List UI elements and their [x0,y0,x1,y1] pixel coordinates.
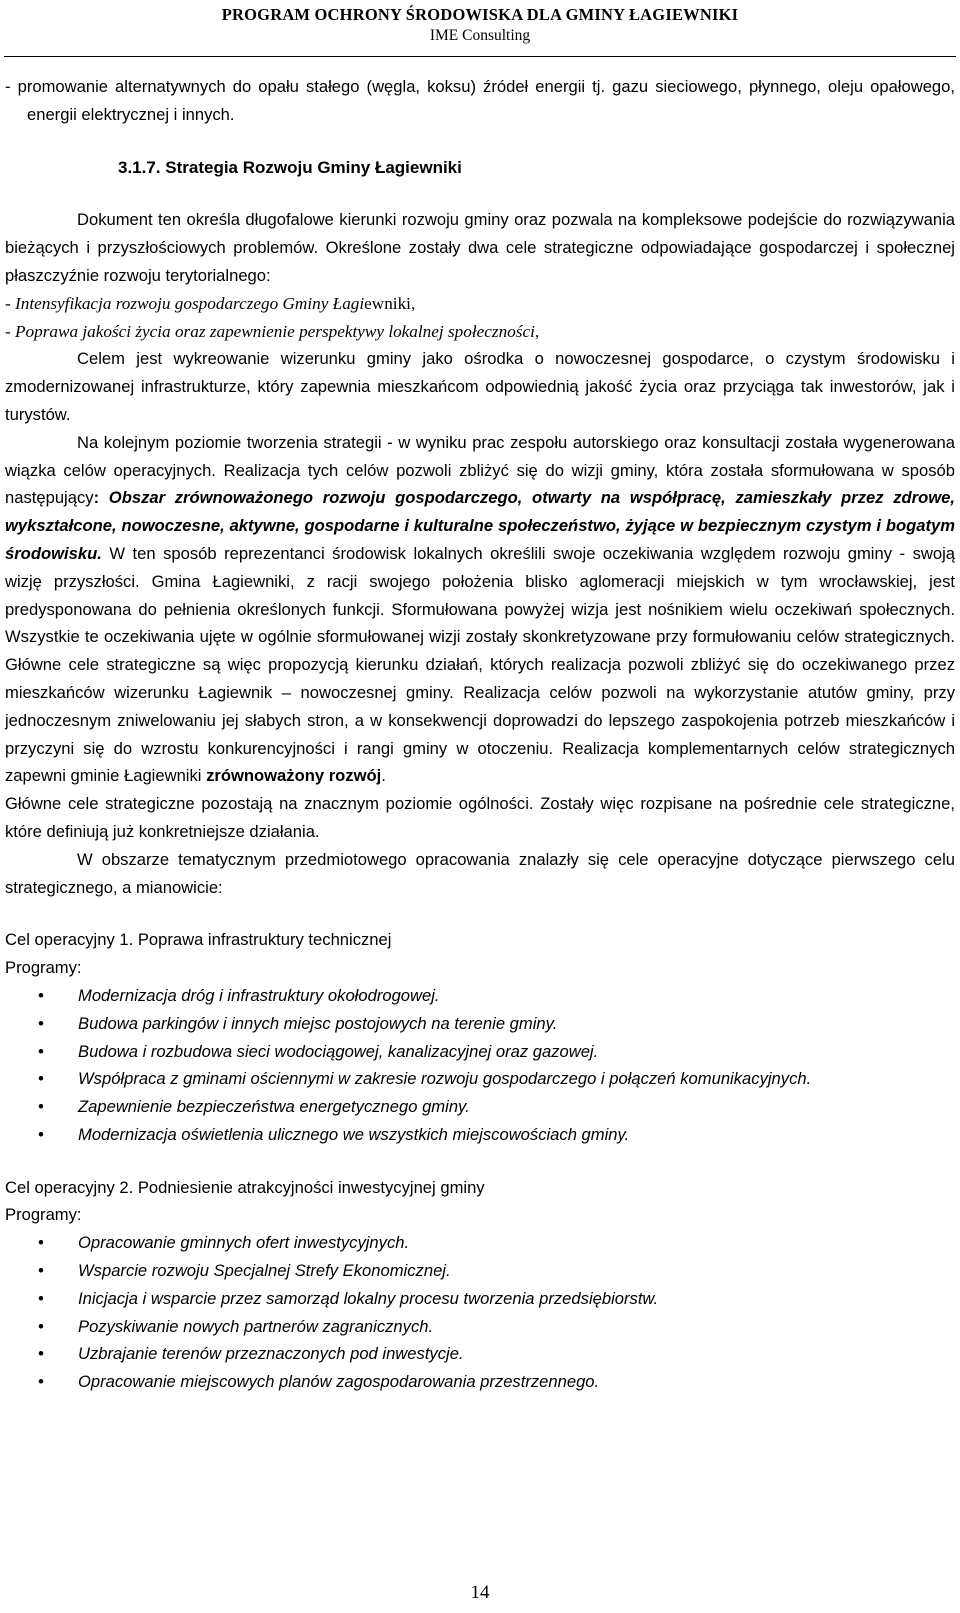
paragraph-4: Główne cele strategiczne pozostają na znacznym poziomie ogólności. Zostały więc rozpisane na pośrednie cele strategiczne, które definiują już konkretniejsze działania. [5,794,955,841]
section-heading: 3.1.7. Strategia Rozwoju Gminy Łagiewniki [118,157,462,177]
page-header [0,0,960,46]
paragraph-5: W obszarze tematycznym przedmiotowego opracowania znalazły się cele operacyjne dotyczące pierwszego celu strategicznego, a mianowicie: [5,849,955,897]
goal-1-programs-label: Programy: [5,958,82,978]
goal-2-title: Cel operacyjny 2. Podniesienie atrakcyjności inwestycyjnej gminy [5,1177,485,1197]
dash: - [5,321,16,341]
strategic-goal-1 [5,290,955,318]
document-subtitle: IME Consulting [429,27,531,44]
list-item: • Pozyskiwanie nowych partnerów zagranicznych. [5,1313,955,1341]
list-item: • Modernizacja dróg i infrastruktury okołodrogowej. [5,982,955,1010]
list-item: • Współpraca z gminami ościennymi w zakresie rozwoju gospodarczego i połączeń komunikacyjnych. [5,1065,955,1093]
page-number: 14 [470,1582,490,1603]
goal-1-italic: Intensyfikacja rozwoju gospodarczego Gminy Łagi [15,293,365,313]
goal-1-rest: ewniki, [364,293,416,313]
p3-bold: zrównoważony rozwój [206,766,382,786]
list-item: • Uzbrajanie terenów przeznaczonych pod inwestycje. [5,1340,955,1368]
list-item: • Opracowanie miejscowych planów zagospodarowania przestrzennego. [5,1368,955,1396]
list-item: • Inicjacja i wsparcie przez samorząd lokalny procesu tworzenia przedsiębiorstw. [5,1285,955,1313]
dash: - [5,293,16,313]
goal-2-italic: Poprawa jakości życia oraz zapewnienie perspektywy lokalnej społeczności [15,321,535,341]
goal-1-title: Cel operacyjny 1. Poprawa infrastruktury technicznej [5,930,392,950]
p3-text-a: Na kolejnym poziomie tworzenia strategii - w wyniku prac zespołu autorskiego oraz konsultacji została wygenerowana wiązka celów operacyjnych. Realizacja tych celów pozwoli zbliżyć się do wizji gminy, która została sformułowana w sposób następujący [5,432,955,508]
paragraph-3 [5,429,955,790]
p3-colon: : [93,488,109,508]
list-item: • Modernizacja oświetlenia ulicznego we wszystkich miejscowościach gminy. [5,1121,955,1149]
goal-1-programs-list [5,982,955,1149]
p3-text-b: W ten sposób reprezentanci środowisk lokalnych określili swoje oczekiwania względem rozwoju gminy - swoją wizję przyszłości. Gmina Łagiewniki, z racji swojego położenia blisko aglomeracji miejskich w tym wrocławskiej, jest predysponowana do pełnienia określonych funkcji. Sformułowana powyżej wizja jest nośnikiem wielu oczekiwań społecznych. Wszystkie te oczekiwania ujęte w ogólnie sformułowanej wizji zostały skonkretyzowane przy formułowaniu celów strategicznych. Główne cele strategiczne są więc propozycją kierunku działań, których realizacja pozwoli zbliżyć się do oczekiwanego przez mieszkańców wizerunku Łagiewnik – nowoczesnej gminy. Realizacja celów pozwoli na wykorzystanie atutów gminy, przy jednoczesnym zniwelowaniu jej słabych stron, a w konsekwencji doprowadzi do lepszego zaspokojenia potrzeb mieszkańców i przyczyni się do wzrostu konkurencyjności i rangi gminy w otoczeniu. Realizacja komplementarnych celów strategicznych zapewni gminie Łagiewniki [5,543,955,786]
document-title: PROGRAM OCHRONY ŚRODOWISKA DLA GMINY ŁAGIEWNIKI [221,5,739,24]
paragraph-1: Dokument ten określa długofalowe kierunki rozwoju gminy oraz pozwala na kompleksowe podejście do rozwiązywania bieżących i przyszłościowych problemów. Określone zostały dwa cele strategiczne odpowiadające gospodarczej i społecznej płaszczyźnie rozwoju terytorialnego: [5,210,955,285]
p3-end: . [381,766,386,786]
list-item: • Budowa i rozbudowa sieci wodociągowej, kanalizacyjnej oraz gazowej. [5,1038,955,1066]
list-item: • Opracowanie gminnych ofert inwestycyjnych. [5,1229,955,1257]
paragraph-2: Celem jest wykreowanie wizerunku gminy jako ośrodka o nowoczesnej gospodarce, o czystym środowisku i zmodernizowanej infrastrukturze, który zapewnia mieszkańcom odpowiednią jakość życia oraz przyciąga tak inwestorów, jak i turystów. [5,349,955,424]
goal-2-rest: , [534,321,540,341]
page-content [5,73,955,1396]
strategic-goal-2 [5,318,955,346]
list-item: • Budowa parkingów i innych miejsc postojowych na terenie gminy. [5,1010,955,1038]
goal-2-programs-label: Programy: [5,1205,82,1225]
list-item: • Zapewnienie bezpieczeństwa energetycznego gminy. [5,1093,955,1121]
intro-list-item: - promowanie alternatywnych do opału stałego (węgla, koksu) źródeł energii tj. gazu sieciowego, płynnego, oleju opałowego, energii elektrycznej i innych. [5,77,955,124]
vision-statement: Obszar zrównoważonego rozwoju gospodarczego, otwarty na współpracę, zamieszkały przez zdrowe, wykształcone, nowoczesne, aktywne, gospodarne i kulturalne społeczeństwo, żyjące w bezpiecznym czystym i bogatym środowisku. [5,488,955,563]
goal-2-programs-list [5,1229,955,1396]
header-divider [4,56,956,57]
list-item: • Wsparcie rozwoju Specjalnej Strefy Ekonomicznej. [5,1257,955,1285]
